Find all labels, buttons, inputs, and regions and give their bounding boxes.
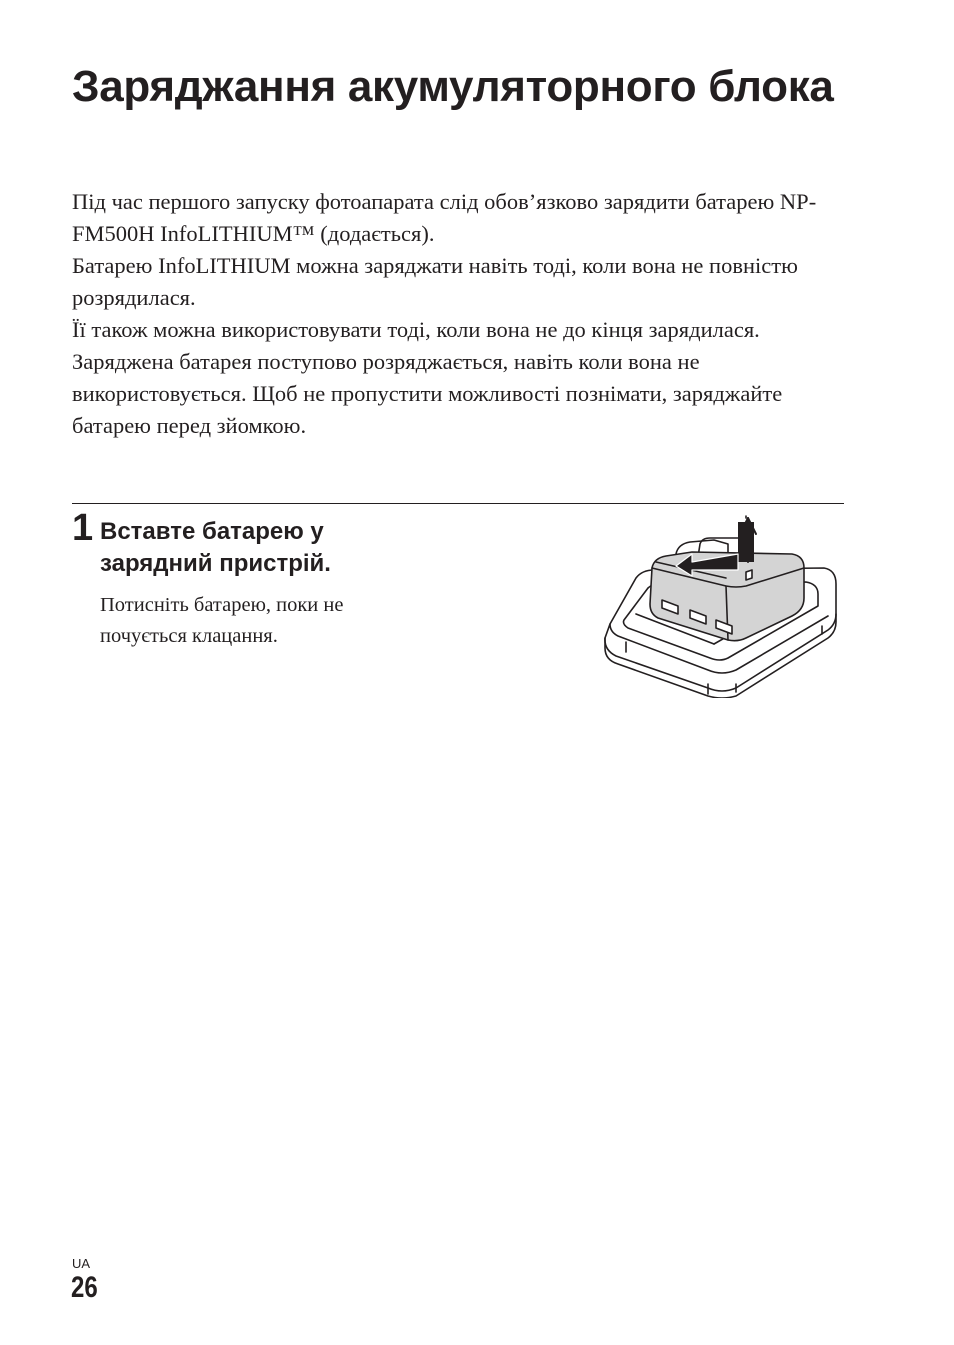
page-language-label: UA	[72, 1256, 91, 1271]
step-description: Потисніть батарею, поки не почується клацання.	[100, 594, 344, 647]
intro-paragraph: Батарею InfoLITHIUM можна заряджати навіть тоді, коли вона не повністю розрядилася.	[72, 253, 798, 310]
intro-paragraph: Її також можна використовувати тоді, коли вона не до кінця зарядилася.	[72, 317, 760, 342]
step-title: Вставте батарею у зарядний пристрій.	[100, 518, 331, 577]
intro-paragraph: Під час першого запуску фотоапарата слід обов’язково зарядити батарею NP-FM500H InfoLITHIUM™ (додається).	[72, 189, 817, 246]
intro-text	[72, 186, 862, 442]
step-number: 1	[72, 507, 94, 549]
section-divider	[72, 503, 844, 504]
page-number: 26	[71, 1271, 98, 1304]
intro-paragraph: Заряджена батарея поступово розряджається, навіть коли вона не використовується. Щоб не пропустити можливості познімати, заряджайте батарею перед зйомкою.	[72, 349, 783, 438]
battery-insert-into-charger-icon	[596, 514, 844, 698]
page-title: Заряджання акумуляторного блока	[72, 62, 834, 111]
